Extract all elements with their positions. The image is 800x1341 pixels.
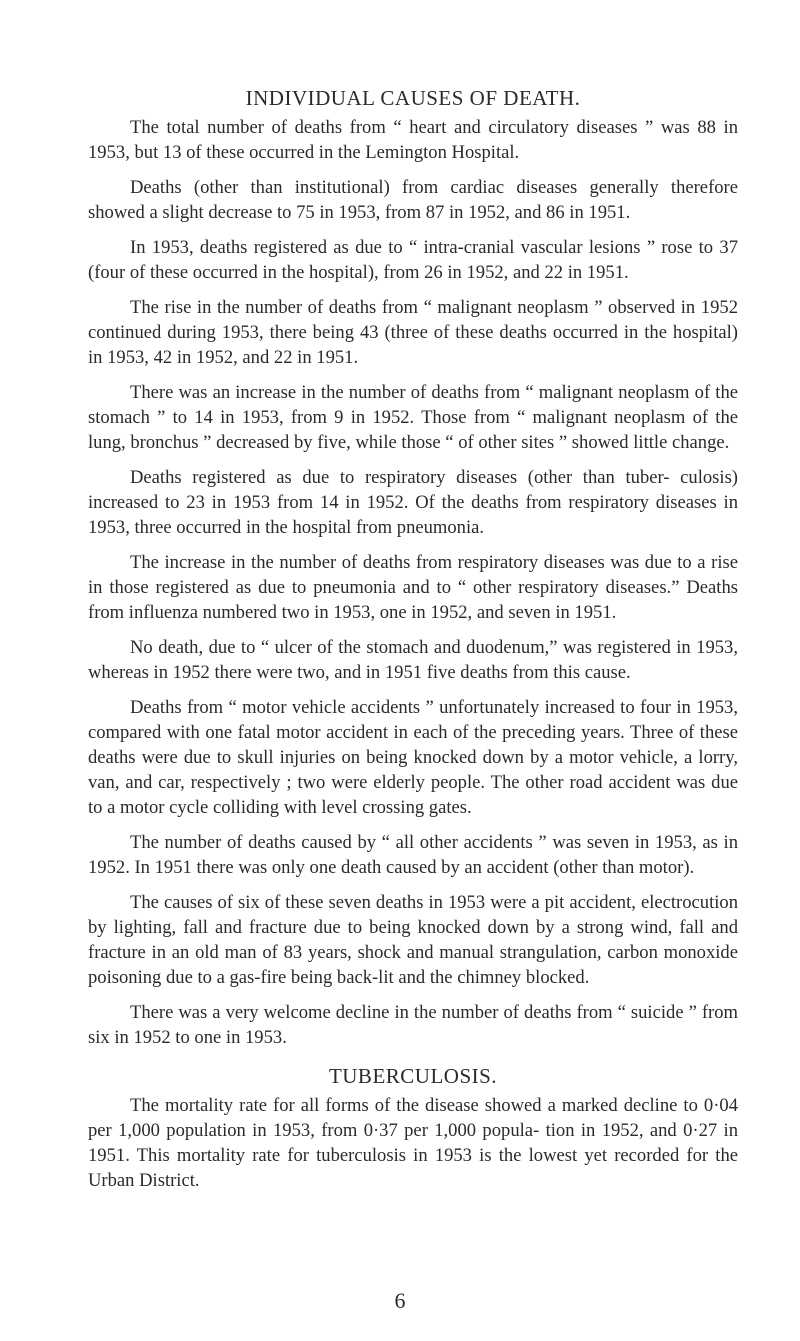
page-number: 6 [394, 1288, 406, 1313]
paragraph-stomach-neoplasm: There was an increase in the number of deaths from “ malignant neoplasm of the stomach ” to 14 in 1953, from 9 in 1952. Those from “ malignant neoplasm of the lung, bronchus ” decreased by five, while those “ of other sites ” showed little change. [88, 382, 738, 453]
paragraph-malignant-neoplasm: The rise in the number of deaths from “ malignant neoplasm ” observed in 1952 continued during 1953, there being 43 (three of these deaths occurred in the hospital) in 1953, 42 in 1952, and 22 in 1951. [88, 297, 738, 368]
paragraph-respiratory-diseases: Deaths registered as due to respiratory diseases (other than tuber- culosis) increased to 23 in 1953 from 14 in 1952. Of the deaths from respiratory diseases in 1953, three occurred in the hospital from pneumonia. [88, 467, 738, 538]
document-body [88, 86, 738, 1203]
paragraph-intra-cranial: In 1953, deaths registered as due to “ intra-cranial vascular lesions ” rose to 37 (four of these occurred in the hospital), from 26 in 1952, and 22 in 1951. [88, 237, 738, 283]
section-heading-tuberculosis: TUBERCULOSIS. [328, 1064, 498, 1088]
paragraph-heart-diseases: The total number of deaths from “ heart and circulatory diseases ” was 88 in 1953, but 13 of these occurred in the Lemington Hospital. [88, 117, 738, 163]
paragraph-ulcer: No death, due to “ ulcer of the stomach and duodenum,” was registered in 1953, whereas in 1952 there were two, and in 1951 five deaths from this cause. [88, 637, 738, 683]
paragraph-cardiac-diseases: Deaths (other than institutional) from cardiac diseases generally therefore showed a slight decrease to 75 in 1953, from 87 in 1952, and 86 in 1951. [88, 177, 738, 223]
section-heading-individual-causes: INDIVIDUAL CAUSES OF DEATH. [245, 86, 581, 110]
paragraph-motor-vehicle: Deaths from “ motor vehicle accidents ” unfortunately increased to four in 1953, compared with one fatal motor accident in each of the preceding years. Three of these deaths were due to skull injuries on being knocked down by a motor vehicle, a lorry, van, and car, respectively ; two were elderly people. The other road accident was due to a motor cycle colliding with level crossing gates. [88, 697, 738, 818]
paragraph-tuberculosis-mortality: The mortality rate for all forms of the disease showed a marked decline to 0·04 per 1,000 population in 1953, from 0·37 per 1,000 popula- tion in 1952, and 0·27 in 1951. This mortality rate for tuberculosis in 1953 is the lowest yet recorded for the Urban District. [88, 1095, 738, 1191]
paragraph-pneumonia-influenza: The increase in the number of deaths from respiratory diseases was due to a rise in those registered as due to pneumonia and to “ other respiratory diseases.” Deaths from influenza numbered two in 1953, one in 1952, and seven in 1951. [88, 552, 738, 623]
paragraph-suicide: There was a very welcome decline in the number of deaths from “ suicide ” from six in 1952 to one in 1953. [88, 1002, 738, 1048]
paragraph-other-accidents: The number of deaths caused by “ all other accidents ” was seven in 1953, as in 1952. In 1951 there was only one death caused by an accident (other than motor). [88, 832, 738, 878]
paragraph-accident-causes: The causes of six of these seven deaths in 1953 were a pit accident, electrocution by lighting, fall and fracture due to being knocked down by a strong wind, fall and fracture in an old man of 83 years, shock and manual strangulation, carbon monoxide poisoning due to a gas-fire being back-lit and the chimney blocked. [88, 892, 738, 988]
